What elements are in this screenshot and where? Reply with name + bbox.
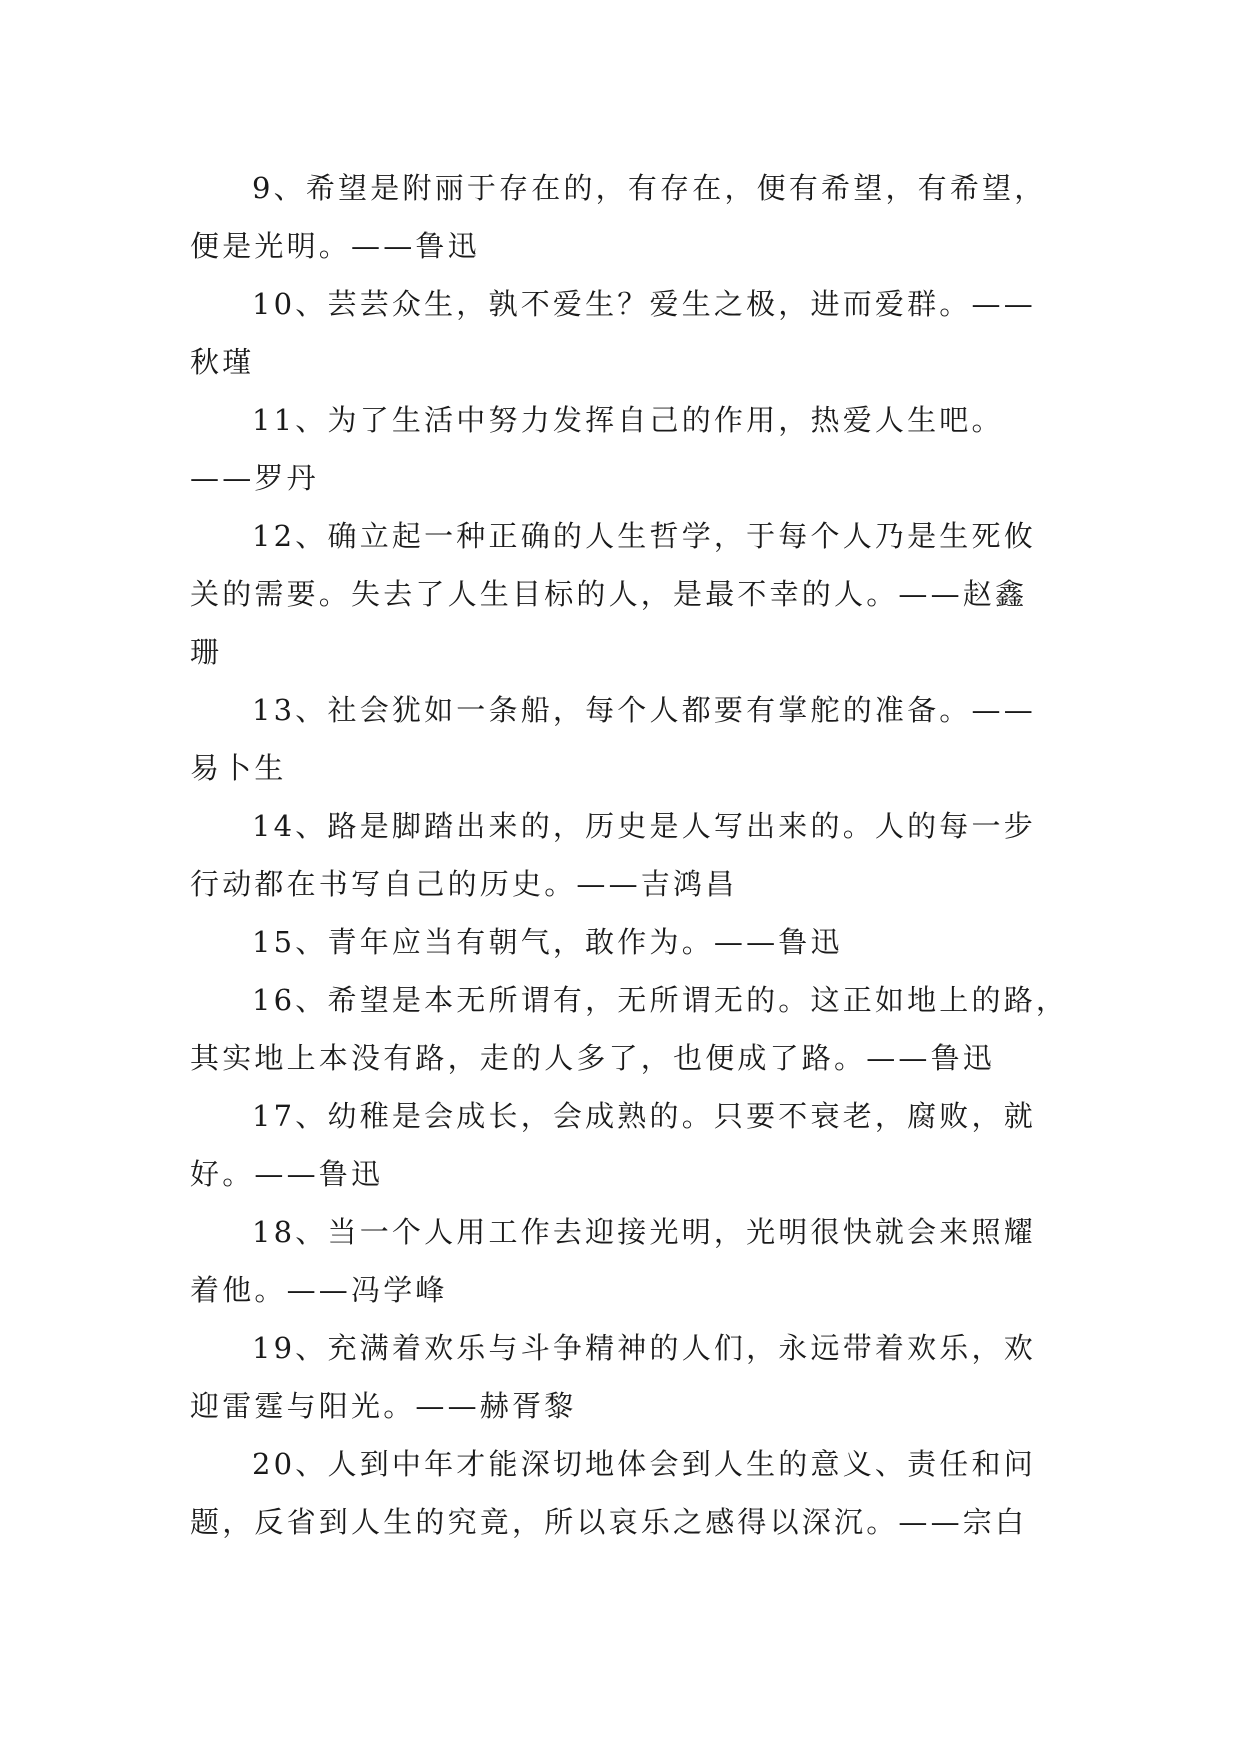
quote-9-line-2: 便是光明。——鲁迅: [190, 229, 480, 263]
quote-12-line-2: 关的需要。失去了人生目标的人，是最不幸的人。——赵鑫: [190, 577, 1028, 611]
quote-18-line-1: 18、当一个人用工作去迎接光明，光明很快就会来照耀: [252, 1215, 1036, 1249]
quote-11-line-1: 11、为了生活中努力发挥自己的作用，热爱人生吧。: [252, 403, 1004, 437]
quote-20-line-2: 题，反省到人生的究竟，所以哀乐之感得以深沉。——宗白: [190, 1505, 1028, 1539]
quote-17-line-1: 17、幼稚是会成长，会成熟的。只要不衰老，腐败，就: [252, 1099, 1036, 1133]
quote-16-line-2: 其实地上本没有路，走的人多了，也便成了路。——鲁迅: [190, 1041, 996, 1075]
quote-11-line-2: ——罗丹: [190, 461, 319, 495]
quote-17-line-2: 好。——鲁迅: [190, 1157, 384, 1191]
quote-19-line-1: 19、充满着欢乐与斗争精神的人们，永远带着欢乐，欢: [252, 1331, 1036, 1365]
quote-14-line-2: 行动都在书写自己的历史。——吉鸿昌: [190, 867, 738, 901]
quote-19-line-2: 迎雷霆与阳光。——赫胥黎: [190, 1389, 577, 1423]
quote-14-line-1: 14、路是脚踏出来的，历史是人写出来的。人的每一步: [252, 809, 1036, 843]
quote-9-line-1: 9、希望是附丽于存在的，有存在，便有希望，有希望，: [252, 171, 1047, 205]
quote-13-line-2: 易卜生: [190, 751, 287, 785]
quote-10-line-2: 秋瑾: [190, 345, 255, 379]
quote-12-line-3: 珊: [190, 635, 223, 669]
quote-20-line-1: 20、人到中年才能深切地体会到人生的意义、责任和问: [252, 1447, 1036, 1481]
quote-12-line-1: 12、确立起一种正确的人生哲学，于每个人乃是生死攸: [252, 519, 1036, 553]
quote-13-line-1: 13、社会犹如一条船，每个人都要有掌舵的准备。——: [252, 693, 1036, 727]
quote-15-line-1: 15、青年应当有朝气，敢作为。——鲁迅: [252, 925, 843, 959]
quote-10-line-1: 10、芸芸众生，孰不爱生？爱生之极，进而爱群。——: [252, 287, 1036, 321]
quote-16-line-1: 16、希望是本无所谓有，无所谓无的。这正如地上的路，: [252, 983, 1069, 1017]
quote-18-line-2: 着他。——冯学峰: [190, 1273, 448, 1307]
